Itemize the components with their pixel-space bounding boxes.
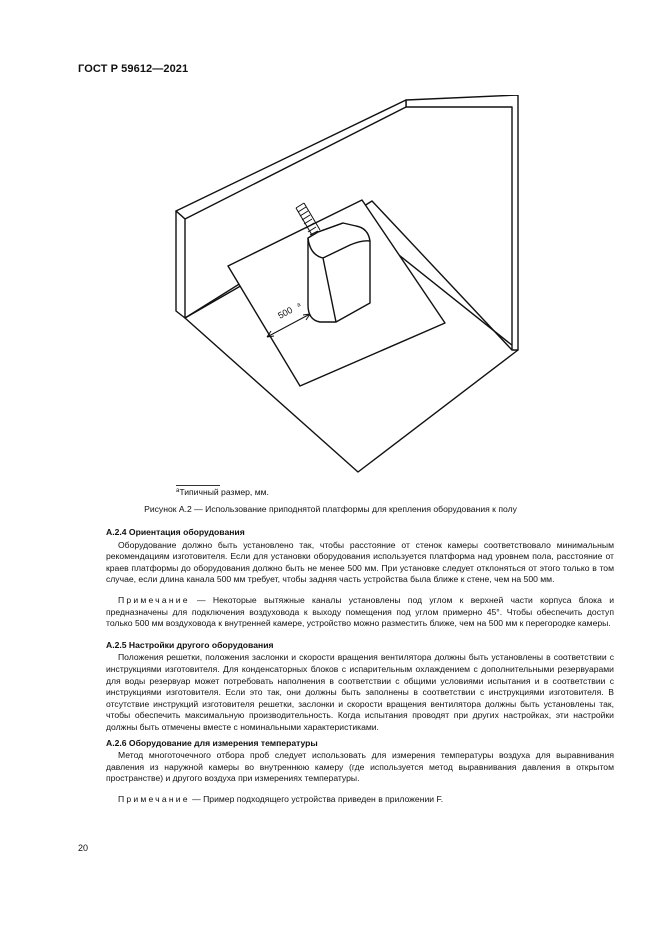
paragraph: Оборудование должно быть установлено так, чтобы расстояние от стенок камеры соответствовало минимальным рекомендациям изготовителя. Если для установки оборудования используется платформа над уровнем пола, расстояние от краев платформы до оборудования должно быть не менее 500 мм. При установке следует отклоняться от этого только в том случае, если длина канала 500 мм требует, чтобы задняя часть устройства была ближе к стене, чем на 500 мм. xyxy=(106,539,614,585)
section-title-a25: А.2.5 Настройки другого оборудования xyxy=(106,639,274,650)
figure-caption: Рисунок А.2 — Использование приподнятой платформы для крепления оборудования к полу xyxy=(144,504,517,514)
dimension-mark: a xyxy=(296,301,302,309)
footnote-separator xyxy=(176,485,220,486)
document-body xyxy=(106,527,614,805)
document-header: ГОСТ Р 59612—2021 xyxy=(78,63,189,75)
note: Примечание — Пример подходящего устройства приведен в приложении F. xyxy=(118,793,444,804)
section-title-a24: А.2.4 Ориентация оборудования xyxy=(106,527,245,537)
paragraph: Метод многоточечного отбора проб следует использовать для измерения температуры воздуха для выравнивания давления из наружной камеры во внутреннюю камеру (где используется метод выравнивания давления в открытом пространстве) и другого воздуха при измерениях температуры. xyxy=(106,750,614,784)
note: Примечание — Некоторые вытяжные каналы установлены под углом к верхней части корпуса блока и предназначены для подключения воздуховода к выходу помещения под углом примерно 45°. Чтобы обеспечить доступ только 500 мм воздуховода к внутренней камере, устройство можно разместить ближе, чем на 500 мм к перегородке камеры. xyxy=(106,594,614,629)
paragraph: Положения решетки, положения заслонки и скорости вращения вентилятора должны быть установлены в соответствии с инструкциями изготовителя. Для конденсаторных блоков с испарительным охлаждением с дополнительными резервуарами для воды резервуар может потребовать наполнения в соответствии с общими условиями испытания и в соответствии с инструкциями изготовителя. Если это так, они должны быть заполнены в соответствии с инструкциями изготовителя. В отсутствие инструкций изготовителя решетки, заслонки и скорости вращения вентилятора должны быть установлены так, чтобы обеспечить максимальную производительность. Когда испытания проводят при других настройках, эти настройки должны быть отмечены вместе с номинальными характеристиками. xyxy=(106,652,614,732)
dimension-label: 500 xyxy=(276,304,295,321)
unit-box xyxy=(308,223,370,322)
platform-figure xyxy=(160,95,530,480)
section-title-a26: А.2.6 Оборудование для измерения температуры xyxy=(106,737,318,748)
left-wall-front xyxy=(176,211,185,318)
figure-footnote: $^a$Типичный размер, мм. xyxy=(176,487,269,497)
page-number: 20 xyxy=(78,843,89,853)
